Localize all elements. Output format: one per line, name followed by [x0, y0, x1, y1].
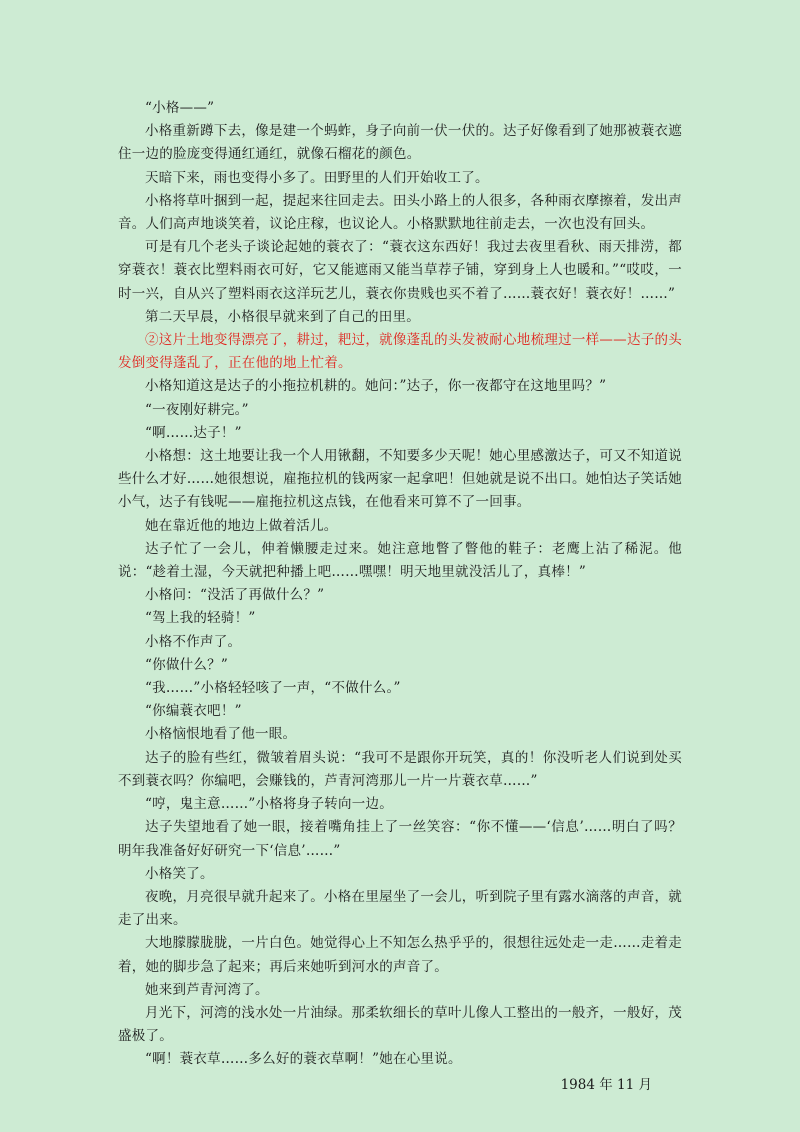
paragraph: 她来到芦青河湾了。	[145, 981, 269, 998]
paragraph: “啊！蓑衣草……多么好的蓑衣草啊！”她在心里说。	[145, 1051, 462, 1068]
paragraph: 小格想：这土地要让我一个人用锹翻，不知要多少天呢！她心里感激达子，可又不知道说些什么才好……她很想说，雇拖拉机的钱两家一起拿吧！但她就是说不出口。她怕达子笑话她小气，达子有钱呢——雇拖拉机这点钱，在他看来可算不了一回事。	[118, 448, 682, 511]
paragraph: “哼，鬼主意……”小格将身子转向一边。	[145, 796, 394, 813]
paragraph: “你做什么？”	[145, 656, 229, 673]
paragraph: “你编蓑衣吧！”	[145, 703, 242, 720]
paragraph: “一夜刚好耕完。”	[145, 401, 249, 418]
paragraph: 第二天早晨，小格很早就来到了自己的田里。	[145, 308, 420, 325]
paragraph: 小格笑了。	[145, 865, 214, 882]
paragraph: 月光下，河湾的浅水处一片油绿。那柔软细长的草叶儿像人工整出的一般齐，一般好，茂盛极了。	[118, 1004, 682, 1045]
paragraph: 她在靠近他的地边上做着活儿。	[145, 517, 338, 534]
paragraph: 大地朦朦胧胧，一片白色。她觉得心上不知怎么热乎乎的，很想往远处走一走……走着走着，她的脚步急了起来；再后来她听到河水的声音了。	[118, 935, 682, 975]
paragraph: 达子忙了一会儿，伸着懒腰走过来。她注意地瞥了瞥他的鞋子：老鹰上沾了稀泥。他说：“趁着土湿，今天就把种播上吧……嘿嘿！明天地里就没活儿了，真棒！”	[118, 540, 682, 581]
paragraph: “我……”小格轻轻咳了一声，“不做什么。”	[145, 680, 401, 697]
paragraph: “小格——”	[145, 100, 215, 116]
paragraph: 达子的脸有些红，微皱着眉头说：“我可不是跟你开玩笑，真的！你没听老人们说到处买不到蓑衣吗？你编吧，会赚钱的，芦青河湾那儿一片一片蓑衣草……”	[118, 749, 682, 789]
paragraph: 达子失望地看了她一眼，接着嘴角挂上了一丝笑容：“你不懂——‘信息’……明白了吗？明年我准备好好研究一下‘信息’……”	[118, 819, 682, 859]
paragraph: 可是有几个老头子谈论起她的蓑衣了：“蓑衣这东西好！我过去夜里看秋、雨天排涝，都穿蓑衣！蓑衣比塑料雨衣可好，它又能遮雨又能当草荐子铺，穿到身上人也暖和。”“哎哎，一时一兴，自从兴了塑料雨衣这洋玩艺儿，蓑衣你贵贱也买不着了……蓑衣好！蓑衣好！……”	[118, 239, 682, 302]
date-line: 1984 年 11 月	[560, 1076, 652, 1093]
paragraph: 小格重新蹲下去，像是建一个蚂蚱，身子向前一伏一伏的。达子好像看到了她那被蓑衣遮住一边的脸庞变得通红通红，就像石榴花的颜色。	[118, 123, 682, 163]
paragraph: 小格知道这是达子的小拖拉机耕的。她问：”达子，你一夜都守在这地里吗？”	[145, 378, 607, 395]
paragraph: “驾上我的轻骑！”	[145, 610, 256, 627]
article-body	[118, 97, 682, 1072]
paragraph: 小格恼恨地看了他一眼。	[145, 726, 297, 743]
paragraph: 小格将草叶捆到一起，提起来往回走去。田头小路上的人很多，各种雨衣摩擦着，发出声音。人们高声地谈笑着，议论庄稼，也议论人。小格默默地往前走去，一次也没有回头。	[118, 192, 682, 233]
paragraph: 小格问：“没活了再做什么？”	[145, 587, 325, 604]
paragraph: “啊……达子！”	[145, 424, 242, 441]
paragraph: 夜晚，月亮很早就升起来了。小格在里屋坐了一会儿，听到院子里有露水滴落的声音，就走了出来。	[118, 888, 682, 929]
highlighted-paragraph: ②这片土地变得漂亮了，耕过，耙过，就像蓬乱的头发被耐心地梳理过一样——达子的头发倒变得蓬乱了，正在他的地上忙着。	[118, 332, 682, 372]
paragraph: 小格不作声了。	[145, 633, 242, 650]
paragraph: 天暗下来，雨也变得小多了。田野里的人们开始收工了。	[145, 169, 489, 186]
